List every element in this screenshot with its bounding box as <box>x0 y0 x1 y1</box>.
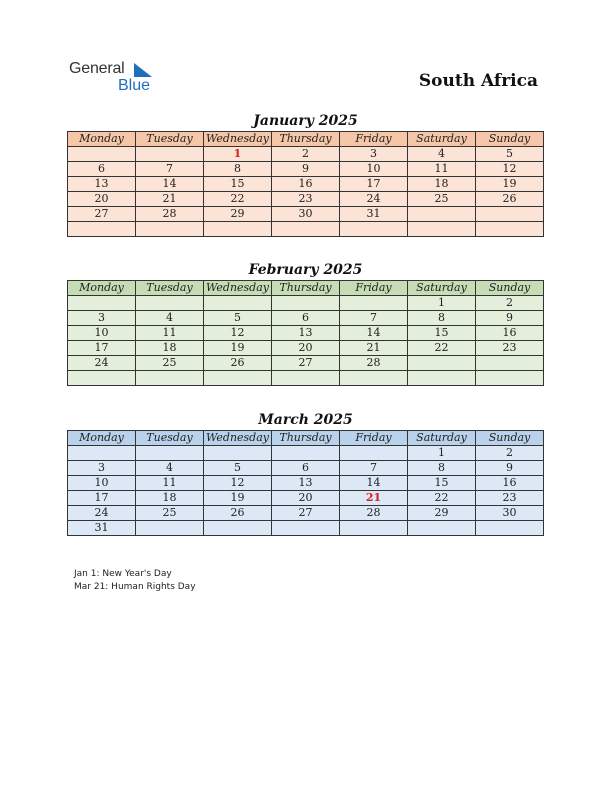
day-cell: 9 <box>272 162 340 177</box>
day-cell: 27 <box>272 356 340 371</box>
day-cell: 14 <box>340 476 408 491</box>
day-cell: 28 <box>340 356 408 371</box>
day-cell: 12 <box>476 162 544 177</box>
weekday-header: Monday <box>68 431 136 446</box>
weekday-header: Thursday <box>272 431 340 446</box>
day-cell <box>340 521 408 536</box>
month-title: January 2025 <box>253 113 358 129</box>
day-cell <box>204 296 272 311</box>
weekday-header-row <box>68 431 544 446</box>
day-cell: 10 <box>340 162 408 177</box>
day-cell: 31 <box>68 521 136 536</box>
weekday-header: Tuesday <box>136 132 204 147</box>
day-cell: 22 <box>408 341 476 356</box>
day-cell: 26 <box>204 356 272 371</box>
day-cell: 23 <box>476 491 544 506</box>
day-cell: 1 <box>408 446 476 461</box>
day-cell: 19 <box>204 491 272 506</box>
day-cell <box>272 446 340 461</box>
week-row <box>68 461 544 476</box>
weekday-header-row <box>68 281 544 296</box>
day-cell: 26 <box>476 192 544 207</box>
month-title: February 2025 <box>248 262 363 278</box>
weekday-header: Saturday <box>408 431 476 446</box>
day-cell: 29 <box>204 207 272 222</box>
day-cell <box>408 222 476 237</box>
day-cell: 4 <box>136 461 204 476</box>
day-cell: 7 <box>340 461 408 476</box>
day-cell: 19 <box>204 341 272 356</box>
weekday-header: Sunday <box>476 431 544 446</box>
weekday-header: Wednesday <box>204 281 272 296</box>
week-row <box>68 476 544 491</box>
day-cell: 20 <box>68 192 136 207</box>
day-cell: 28 <box>136 207 204 222</box>
day-cell: 24 <box>68 356 136 371</box>
day-cell: 3 <box>340 147 408 162</box>
week-row <box>68 222 544 237</box>
day-cell <box>476 356 544 371</box>
day-cell: 13 <box>272 326 340 341</box>
calendar-table <box>67 430 544 536</box>
day-cell: 4 <box>408 147 476 162</box>
month-february <box>67 260 544 386</box>
day-cell <box>476 222 544 237</box>
day-cell: 15 <box>408 476 476 491</box>
day-cell <box>68 446 136 461</box>
day-cell: 24 <box>340 192 408 207</box>
day-cell <box>340 296 408 311</box>
day-cell: 23 <box>476 341 544 356</box>
day-cell <box>136 147 204 162</box>
day-cell: 31 <box>340 207 408 222</box>
weekday-header: Saturday <box>408 132 476 147</box>
holiday-day-cell: 21 <box>340 491 408 506</box>
day-cell: 11 <box>136 326 204 341</box>
day-cell: 9 <box>476 461 544 476</box>
day-cell: 3 <box>68 311 136 326</box>
day-cell: 25 <box>408 192 476 207</box>
holiday-day-cell: 1 <box>204 147 272 162</box>
week-row <box>68 311 544 326</box>
week-row <box>68 162 544 177</box>
weekday-header: Thursday <box>272 281 340 296</box>
day-cell: 24 <box>68 506 136 521</box>
day-cell: 11 <box>136 476 204 491</box>
day-cell: 14 <box>136 177 204 192</box>
weekday-header: Sunday <box>476 132 544 147</box>
logo-triangle-icon <box>134 63 152 77</box>
day-cell: 25 <box>136 356 204 371</box>
day-cell: 18 <box>136 341 204 356</box>
week-row <box>68 491 544 506</box>
day-cell: 2 <box>476 296 544 311</box>
day-cell: 25 <box>136 506 204 521</box>
day-cell <box>68 222 136 237</box>
weekday-header: Wednesday <box>204 132 272 147</box>
day-cell: 21 <box>340 341 408 356</box>
day-cell: 6 <box>272 311 340 326</box>
day-cell: 7 <box>136 162 204 177</box>
month-january <box>67 111 544 237</box>
day-cell: 30 <box>476 506 544 521</box>
day-cell <box>204 521 272 536</box>
holiday-note: Mar 21: Human Rights Day <box>74 582 196 592</box>
day-cell <box>204 371 272 386</box>
week-row <box>68 177 544 192</box>
day-cell <box>340 446 408 461</box>
weekday-header-row <box>68 132 544 147</box>
weekday-header: Tuesday <box>136 281 204 296</box>
day-cell: 17 <box>68 341 136 356</box>
day-cell <box>136 446 204 461</box>
day-cell: 12 <box>204 476 272 491</box>
day-cell: 3 <box>68 461 136 476</box>
weekday-header: Sunday <box>476 281 544 296</box>
day-cell <box>340 371 408 386</box>
day-cell: 16 <box>476 476 544 491</box>
day-cell: 30 <box>272 207 340 222</box>
calendar-table <box>67 280 544 386</box>
day-cell: 17 <box>68 491 136 506</box>
day-cell <box>68 371 136 386</box>
day-cell: 8 <box>408 461 476 476</box>
day-cell: 5 <box>204 461 272 476</box>
day-cell <box>204 446 272 461</box>
day-cell: 29 <box>408 506 476 521</box>
day-cell: 10 <box>68 326 136 341</box>
weekday-header: Saturday <box>408 281 476 296</box>
week-row <box>68 192 544 207</box>
day-cell: 15 <box>408 326 476 341</box>
day-cell <box>272 222 340 237</box>
day-cell <box>136 222 204 237</box>
day-cell: 10 <box>68 476 136 491</box>
day-cell <box>408 521 476 536</box>
week-row <box>68 371 544 386</box>
week-row <box>68 326 544 341</box>
month-march <box>67 410 544 536</box>
week-row <box>68 446 544 461</box>
day-cell: 4 <box>136 311 204 326</box>
day-cell: 27 <box>68 207 136 222</box>
day-cell: 16 <box>272 177 340 192</box>
day-cell <box>408 371 476 386</box>
day-cell <box>272 296 340 311</box>
day-cell: 8 <box>408 311 476 326</box>
holiday-notes <box>74 568 196 594</box>
day-cell: 15 <box>204 177 272 192</box>
week-row <box>68 341 544 356</box>
week-row <box>68 521 544 536</box>
day-cell: 14 <box>340 326 408 341</box>
week-row <box>68 506 544 521</box>
day-cell: 5 <box>204 311 272 326</box>
day-cell <box>68 147 136 162</box>
day-cell <box>476 371 544 386</box>
day-cell: 12 <box>204 326 272 341</box>
day-cell: 16 <box>476 326 544 341</box>
day-cell: 20 <box>272 491 340 506</box>
week-row <box>68 296 544 311</box>
weekday-header: Monday <box>68 132 136 147</box>
day-cell: 2 <box>272 147 340 162</box>
day-cell: 26 <box>204 506 272 521</box>
day-cell <box>340 222 408 237</box>
day-cell <box>476 521 544 536</box>
day-cell: 18 <box>136 491 204 506</box>
weekday-header: Monday <box>68 281 136 296</box>
week-row <box>68 147 544 162</box>
week-row <box>68 207 544 222</box>
day-cell: 23 <box>272 192 340 207</box>
day-cell <box>68 296 136 311</box>
day-cell: 22 <box>408 491 476 506</box>
day-cell: 7 <box>340 311 408 326</box>
day-cell: 21 <box>136 192 204 207</box>
week-row <box>68 356 544 371</box>
day-cell <box>476 207 544 222</box>
month-title: March 2025 <box>258 412 353 428</box>
weekday-header: Thursday <box>272 132 340 147</box>
day-cell: 18 <box>408 177 476 192</box>
weekday-header: Tuesday <box>136 431 204 446</box>
day-cell: 1 <box>408 296 476 311</box>
day-cell <box>408 207 476 222</box>
day-cell: 6 <box>272 461 340 476</box>
day-cell: 13 <box>272 476 340 491</box>
day-cell: 17 <box>340 177 408 192</box>
weekday-header: Friday <box>340 431 408 446</box>
day-cell: 27 <box>272 506 340 521</box>
holiday-note: Jan 1: New Year's Day <box>74 569 172 579</box>
day-cell: 28 <box>340 506 408 521</box>
day-cell <box>204 222 272 237</box>
weekday-header: Friday <box>340 281 408 296</box>
logo-general-text: General <box>69 60 125 77</box>
day-cell: 22 <box>204 192 272 207</box>
day-cell <box>136 521 204 536</box>
weekday-header: Wednesday <box>204 431 272 446</box>
country-title: South Africa <box>418 71 538 91</box>
logo-blue-text: Blue <box>118 77 151 94</box>
day-cell: 2 <box>476 446 544 461</box>
day-cell <box>136 371 204 386</box>
weekday-header: Friday <box>340 132 408 147</box>
generalblue-logo <box>69 60 169 100</box>
calendar-table <box>67 131 544 237</box>
day-cell: 8 <box>204 162 272 177</box>
day-cell: 9 <box>476 311 544 326</box>
day-cell: 20 <box>272 341 340 356</box>
day-cell <box>136 296 204 311</box>
day-cell: 6 <box>68 162 136 177</box>
day-cell <box>272 371 340 386</box>
day-cell: 13 <box>68 177 136 192</box>
day-cell: 5 <box>476 147 544 162</box>
day-cell: 19 <box>476 177 544 192</box>
day-cell <box>272 521 340 536</box>
day-cell: 11 <box>408 162 476 177</box>
day-cell <box>408 356 476 371</box>
